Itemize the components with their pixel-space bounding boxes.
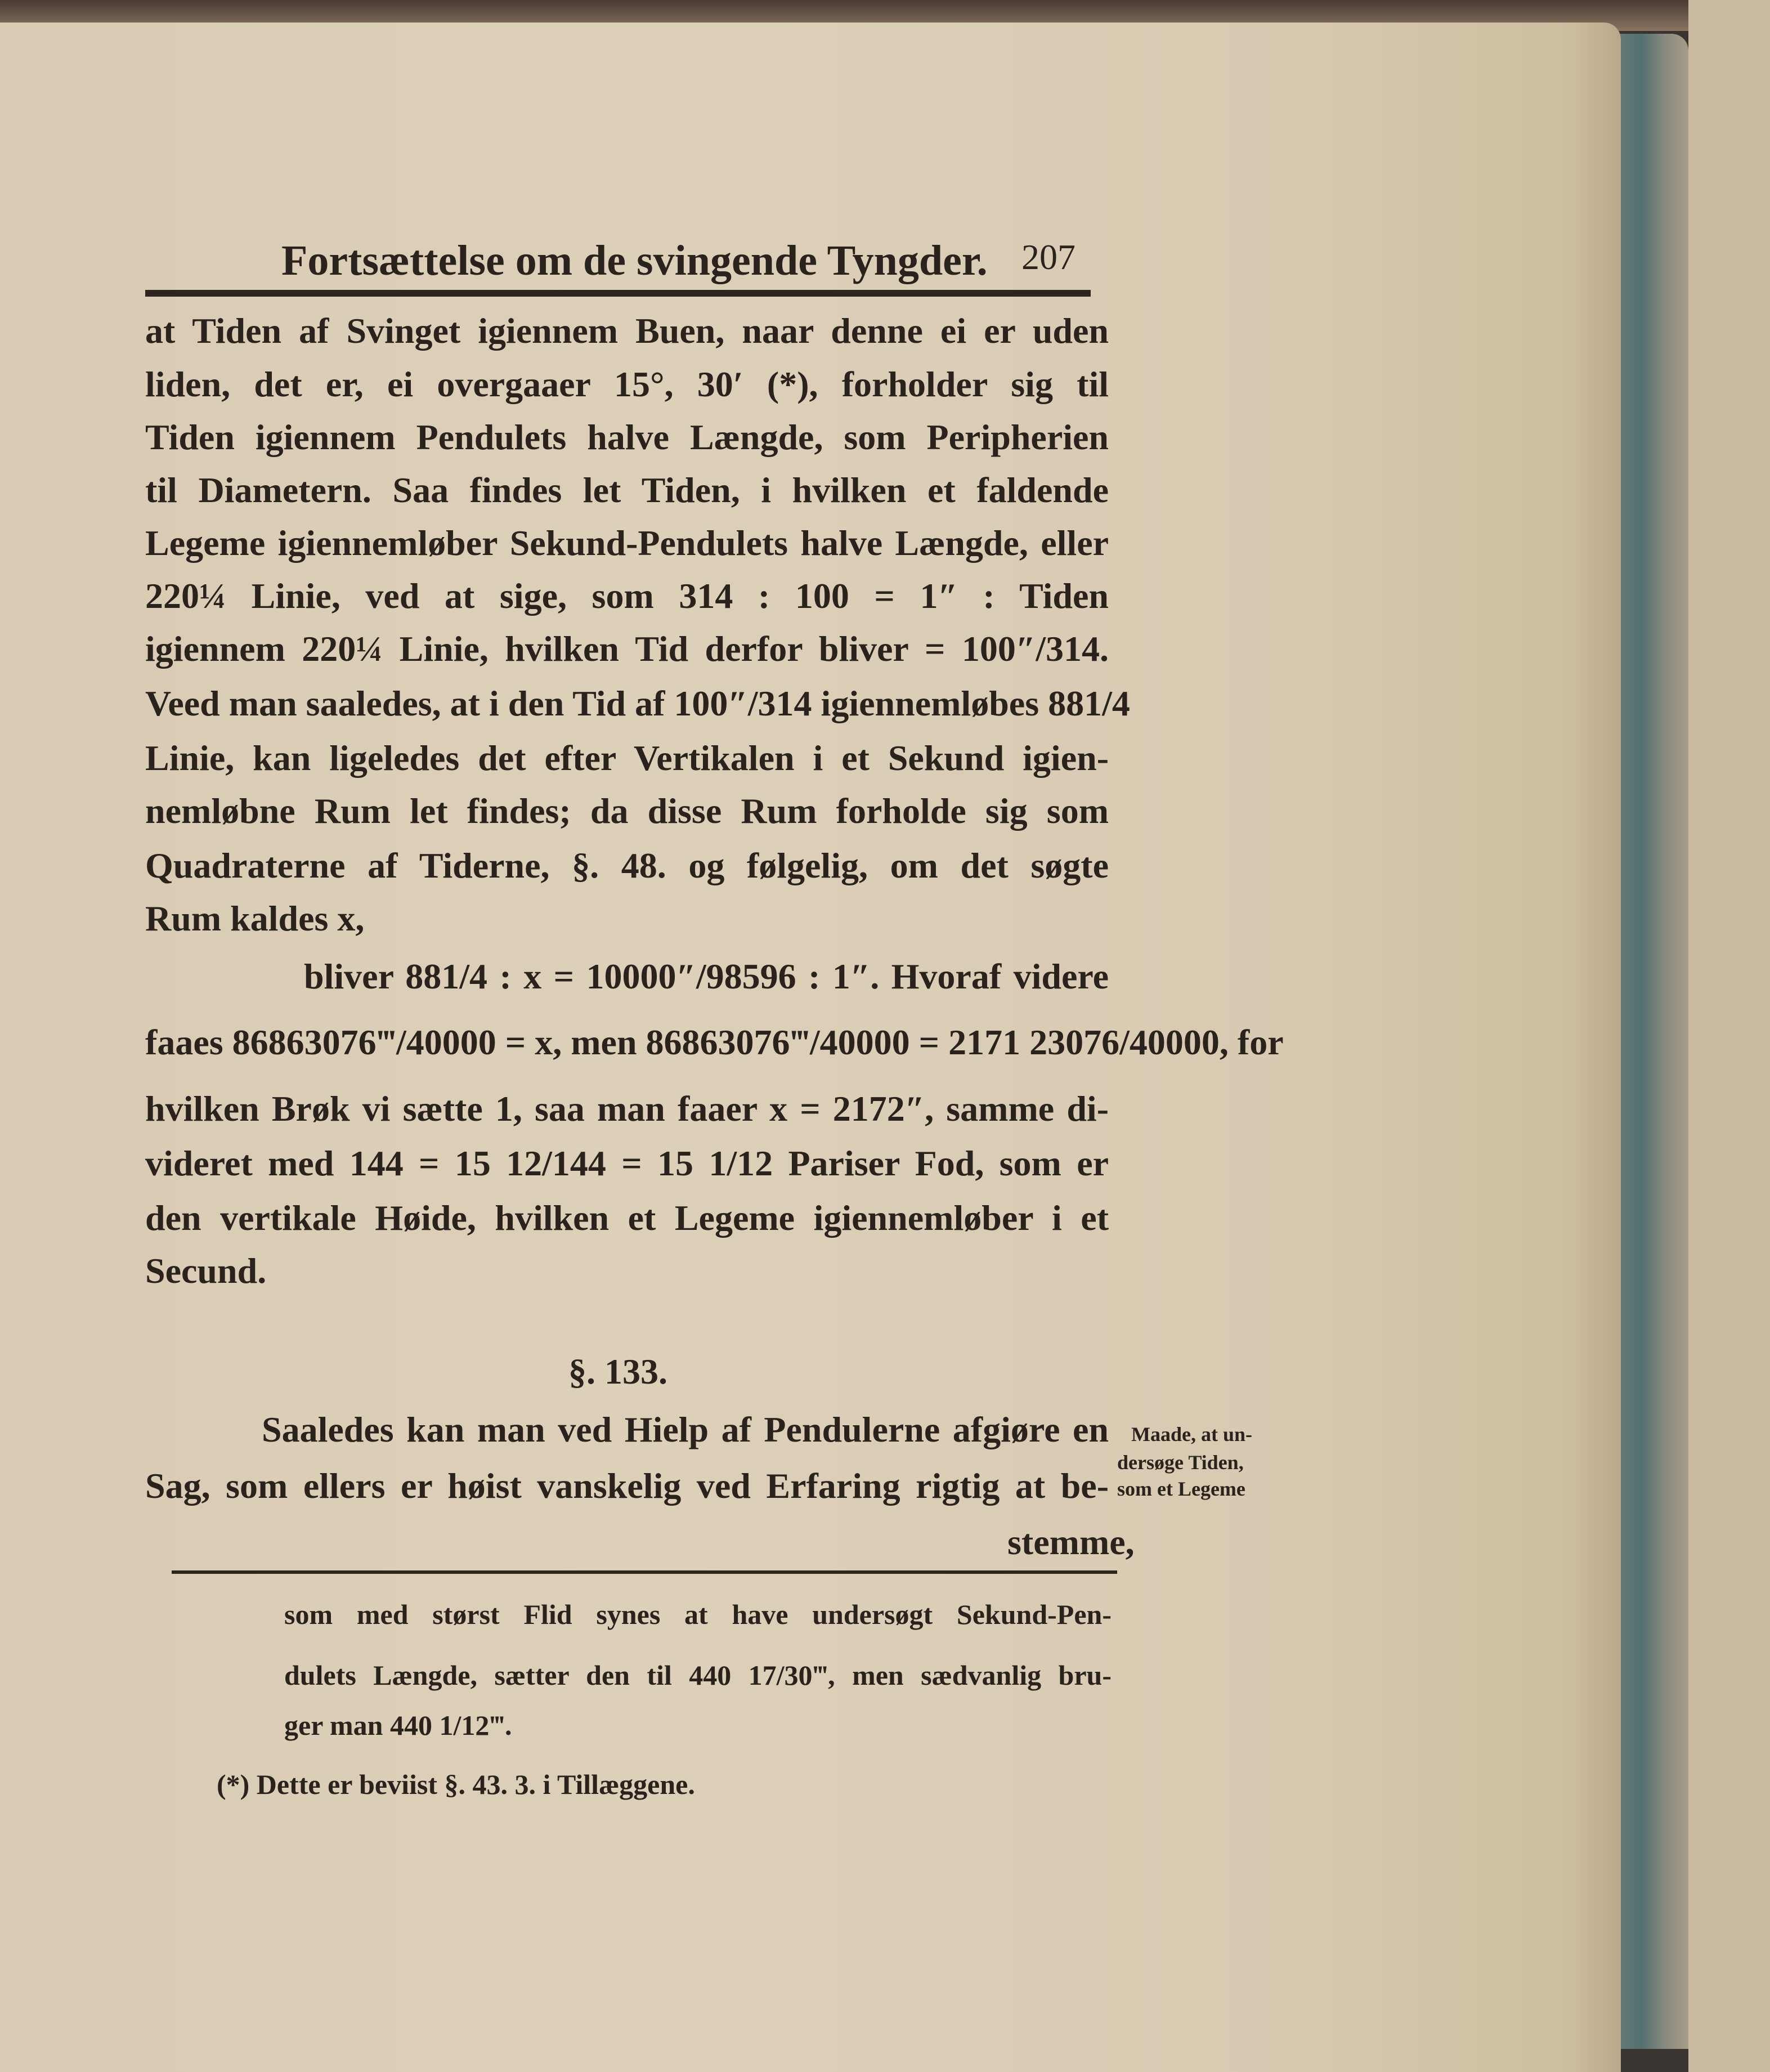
body-line: nemløbne Rum let findes; da disse Rum forholde sig som [145, 791, 1109, 831]
footnote-line: ger man 440 1/12‴. [284, 1709, 512, 1741]
body-line: til Diametern. Saa findes let Tiden, i hvilken et faldende [145, 470, 1109, 510]
body-line: Veed man saaledes, at i den Tid af 100″/314 igiennemløbes 881/4 [145, 683, 1130, 723]
section-line: Saaledes kan man ved Hielp af Pendulerne afgiøre en [262, 1409, 1109, 1449]
equation-line: faaes 86863076‴/40000 = x, men 86863076‴/40000 = 2171 23076/40000, for [145, 1022, 1284, 1062]
section-heading: §. 133. [568, 1352, 667, 1391]
section-line: stemme, [1007, 1522, 1135, 1562]
body-line: Tiden igiennem Pendulets halve Længde, som Peripherien [145, 417, 1109, 457]
footnote-line: dulets Længde, sætter den til 440 17/30‴, men sædvanlig bru- [284, 1659, 1112, 1691]
footnote-asterisk: (*) Dette er beviist §. 43. 3. i Tillæggene. [217, 1769, 695, 1800]
header-rule [145, 290, 1091, 297]
body-line: 220¼ Linie, ved at sige, som 314 : 100 = 1″ : Tiden [145, 576, 1109, 616]
running-title: Fortsættelse om de svingende Tyngder. [281, 237, 988, 284]
equation-line: den vertikale Høide, hvilken et Legeme igiennemløber i et [145, 1198, 1109, 1238]
section-line: Sag, som ellers er høist vanskelig ved Erfaring rigtig at be- [145, 1466, 1109, 1506]
equation-line: videret med 144 = 15 12/144 = 15 1/12 Pariser Fod, som er [145, 1143, 1109, 1183]
equation-line: hvilken Brøk vi sætte 1, saa man faaer x = 2172″, samme di- [145, 1089, 1109, 1129]
body-line: at Tiden af Svinget igiennem Buen, naar denne ei er uden [145, 311, 1109, 351]
footnote-line: som med størst Flid synes at have undersøgt Sekund-Pen- [284, 1599, 1112, 1630]
equation-line: Secund. [145, 1251, 267, 1291]
background [1688, 0, 1770, 2072]
body-line: Rum kaldes x, [145, 898, 365, 938]
body-line: Quadraterne af Tiderne, §. 48. og følgelig, om det søgte [145, 845, 1109, 885]
body-line: Legeme igiennemløber Sekund-Pendulets halve Længde, eller [145, 523, 1109, 563]
margin-note-line: Maade, at un- [1131, 1423, 1252, 1446]
body-line: Linie, kan ligeledes det efter Vertikalen i et Sekund igien- [145, 738, 1109, 778]
body-line: liden, det er, ei overgaaer 15°, 30′ (*), forholder sig til [145, 364, 1109, 404]
body-line: igiennem 220¼ Linie, hvilken Tid derfor bliver = 100″/314. [145, 629, 1109, 669]
footnote-rule [172, 1570, 1117, 1574]
page-number: 207 [1021, 237, 1076, 277]
margin-note-line: som et Legeme [1117, 1478, 1245, 1500]
book-page-edges [1610, 34, 1688, 2049]
equation-line: bliver 881/4 : x = 10000″/98596 : 1″. Hvoraf videre [304, 956, 1109, 996]
margin-note-line: dersøge Tiden, [1117, 1451, 1244, 1474]
